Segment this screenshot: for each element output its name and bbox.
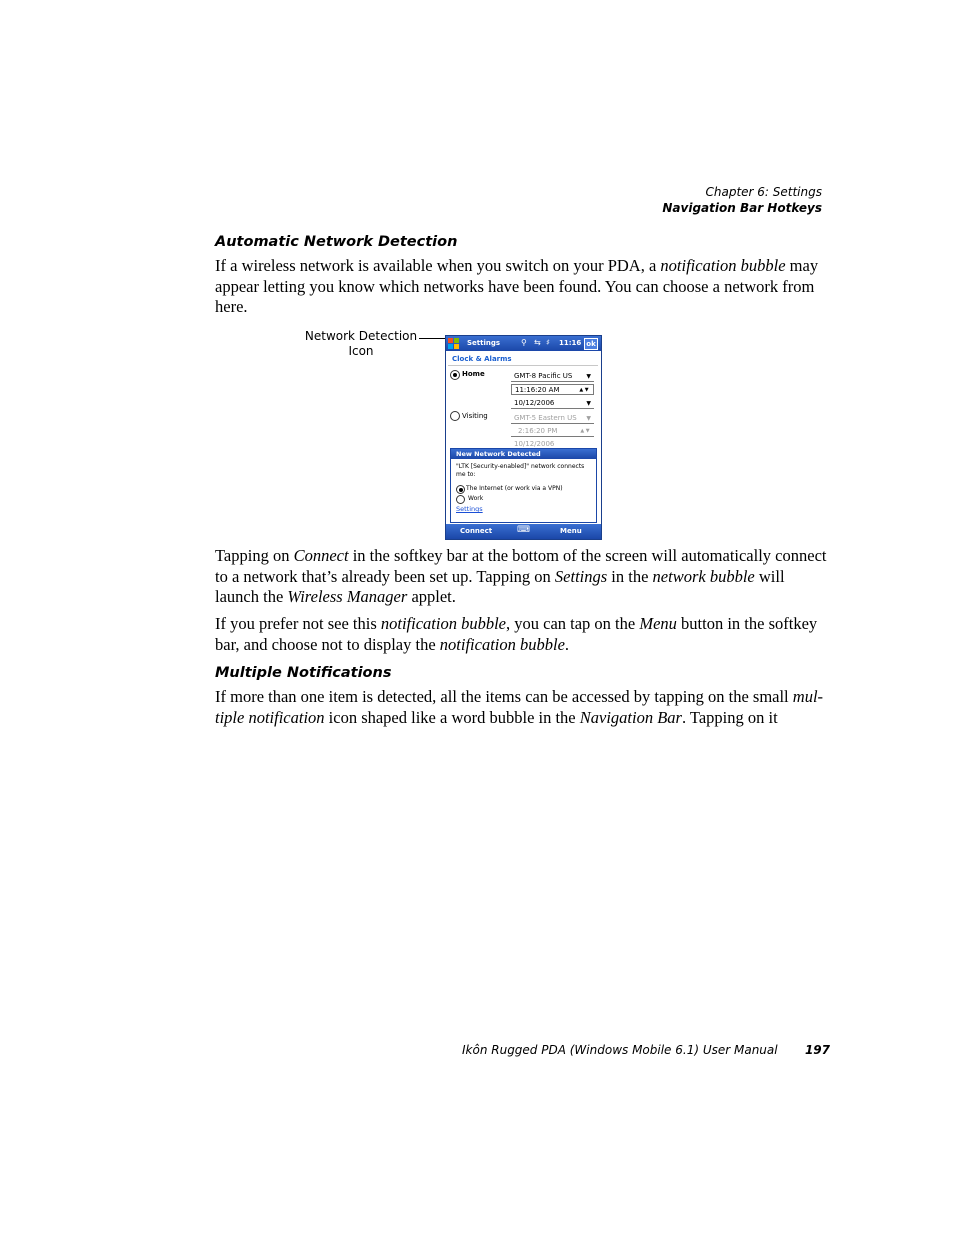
callout-line2: Icon	[348, 344, 374, 358]
visiting-label: Visiting	[462, 412, 488, 420]
section-heading-multiple-notifications: Multiple Notifications	[215, 665, 392, 681]
paragraph-connect: Tapping on Connect in the softkey bar at the bottom of the screen will automatically connect to a network that’s already been set up. Tapping on Settings in the network bubble will launch the Wireless Manager applet.	[215, 546, 827, 606]
connect-softkey[interactable]: Connect	[460, 527, 493, 535]
windows-start-icon[interactable]	[448, 338, 459, 349]
chevron-down-icon: ▼	[586, 415, 591, 422]
ok-button[interactable]: ok	[584, 338, 598, 350]
time-spinner-icon[interactable]: ▲ ▼	[580, 428, 590, 434]
callout-line1: Network Detection	[304, 329, 418, 343]
chevron-down-icon: ▼	[586, 400, 591, 407]
settings-link[interactable]: Settings	[456, 505, 483, 513]
pda-clock: 11:16	[559, 339, 582, 347]
pda-subtitle: Clock & Alarms	[452, 355, 512, 363]
paragraph-multiple-notifications: If more than one item is detected, all the items can be accessed by tapping on the small mul-tiple notification icon shaped like a word bubble in the Navigation Bar. Tapping on it	[215, 687, 824, 727]
section-heading-network-detection: Automatic Network Detection	[215, 234, 458, 250]
figure-callout	[300, 329, 422, 359]
connectivity-icon[interactable]: ⇆	[534, 338, 541, 347]
notification-bubble	[450, 448, 597, 523]
home-radio[interactable]	[450, 370, 460, 380]
work-radio[interactable]	[456, 495, 465, 504]
home-date-select[interactable]: 10/12/2006 ▼	[511, 398, 594, 409]
chevron-down-icon: ▼	[586, 373, 591, 380]
subtitle-divider	[448, 365, 598, 366]
bubble-title: New Network Detected	[451, 449, 596, 459]
visit-time-field[interactable]: 2:16:20 PM ▲ ▼	[511, 426, 594, 437]
pda-title-bar	[446, 336, 601, 351]
pda-title: Settings	[467, 339, 501, 347]
network-detection-icon[interactable]: ⚲	[521, 338, 527, 347]
running-header-section: Navigation Bar Hotkeys	[662, 201, 822, 215]
internet-option-label: The Internet (or work via a VPN)	[466, 485, 563, 492]
home-time-field[interactable]: 11:16:20 AM ▲ ▼	[511, 384, 594, 395]
visiting-radio[interactable]	[450, 411, 460, 421]
running-header-chapter: Chapter 6: Settings	[705, 185, 822, 199]
footer-manual-title: Ikôn Rugged PDA (Windows Mobile 6.1) User Manual	[462, 1043, 778, 1057]
home-zone-select[interactable]: GMT-8 Pacific US ▼	[511, 371, 594, 382]
footer-page-number: 197	[804, 1043, 830, 1057]
volume-icon[interactable]: ♯	[546, 338, 550, 347]
visit-zone-select[interactable]: GMT-5 Eastern US ▼	[511, 413, 594, 424]
bubble-text: "LTK [Security-enabled]" network connects me to:	[456, 463, 585, 478]
time-spinner-icon[interactable]: ▲ ▼	[579, 387, 589, 393]
internet-radio[interactable]	[456, 485, 465, 494]
paragraph-disable-bubble: If you prefer not see this notification bubble, you can tap on the Menu button in the softkey bar, and choose not to display the notification bubble.	[215, 614, 818, 654]
pda-screenshot	[445, 335, 602, 540]
home-label: Home	[462, 370, 485, 378]
visit-date-select[interactable]: 10/12/2006	[511, 439, 594, 450]
softkey-bar	[446, 524, 601, 539]
paragraph-network-detection: If a wireless network is available when you switch on your PDA, a notification bubble may appear letting you know which networks have been found. You can choose a network from here.	[215, 256, 819, 316]
work-option-label: Work	[468, 495, 484, 502]
menu-softkey[interactable]: Menu	[560, 527, 582, 535]
keyboard-icon[interactable]: ⌨	[517, 525, 530, 535]
